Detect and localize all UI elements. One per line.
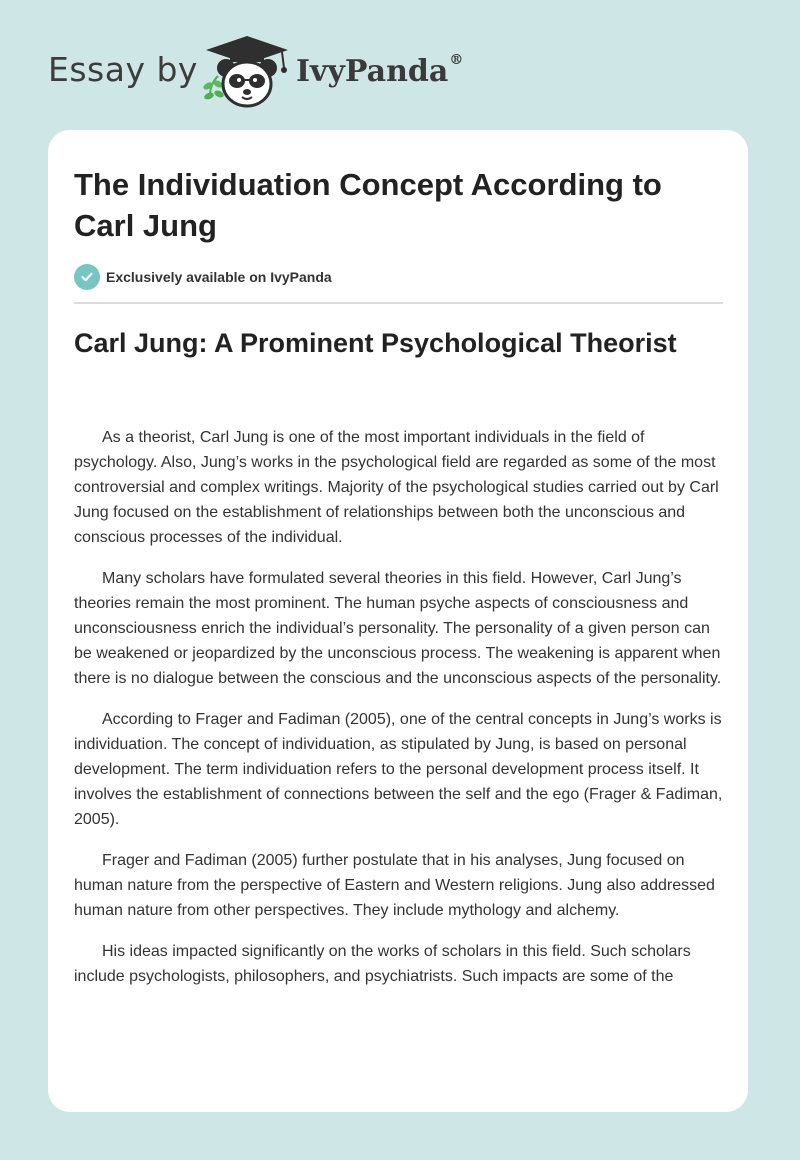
paragraph: Many scholars have formulated several theories in this field. However, Carl Jung’s theories remain the most prominent. The human psyche aspects of consciousness and unconsciousness enrich the individual’s personality. The personality of a given person can be weakened or jeopardized by the unconscious process. The weakening is apparent when there is no dialogue between the conscious and the unconscious aspects of the personality. <box>74 570 722 687</box>
paragraph: Frager and Fadiman (2005) further postulate that in his analyses, Jung focused on human nature from the perspective of Eastern and Western religions. Jung also addressed human nature from other perspectives. They include mythology and alchemy. <box>74 852 715 919</box>
exclusive-badge <box>74 264 332 290</box>
check-icon <box>74 264 100 290</box>
section-heading: Carl Jung: A Prominent Psychological Theorist <box>74 328 677 358</box>
essay-by-label: Essay by <box>48 50 198 89</box>
paragraph: As a theorist, Carl Jung is one of the most important individuals in the field of psychology. Also, Jung’s works in the psychological field are regarded as some of the most controversial and complex writings. Majority of the psychological studies carried out by Carl Jung focused on the establishment of relationships between both the unconscious and conscious processes of the individual. <box>74 429 719 546</box>
badge-text: Exclusively available on IvyPanda <box>106 269 332 285</box>
brand-name-text: IvyPanda <box>296 54 449 89</box>
essay-body <box>74 425 726 1005</box>
brand-header <box>48 30 488 110</box>
page-title: The Individuation Concept According to Carl Jung <box>74 167 662 243</box>
registered-mark: ® <box>449 52 464 68</box>
panda-graduate-icon <box>200 34 294 110</box>
paragraph: His ideas impacted significantly on the works of scholars in this field. Such scholars include psychologists, philosophers, and psychiatrists. Such impacts are some of the <box>74 943 691 985</box>
essay-card <box>48 130 748 1112</box>
paragraph: According to Frager and Fadiman (2005), one of the central concepts in Jung’s works is individuation. The concept of individuation, as stipulated by Jung, is based on personal development. The term individuation refers to the personal development process itself. It involves the establishment of connections between the self and the ego (Frager & Fadiman, 2005). <box>74 711 723 828</box>
brand-name <box>296 54 463 89</box>
divider <box>74 302 723 304</box>
